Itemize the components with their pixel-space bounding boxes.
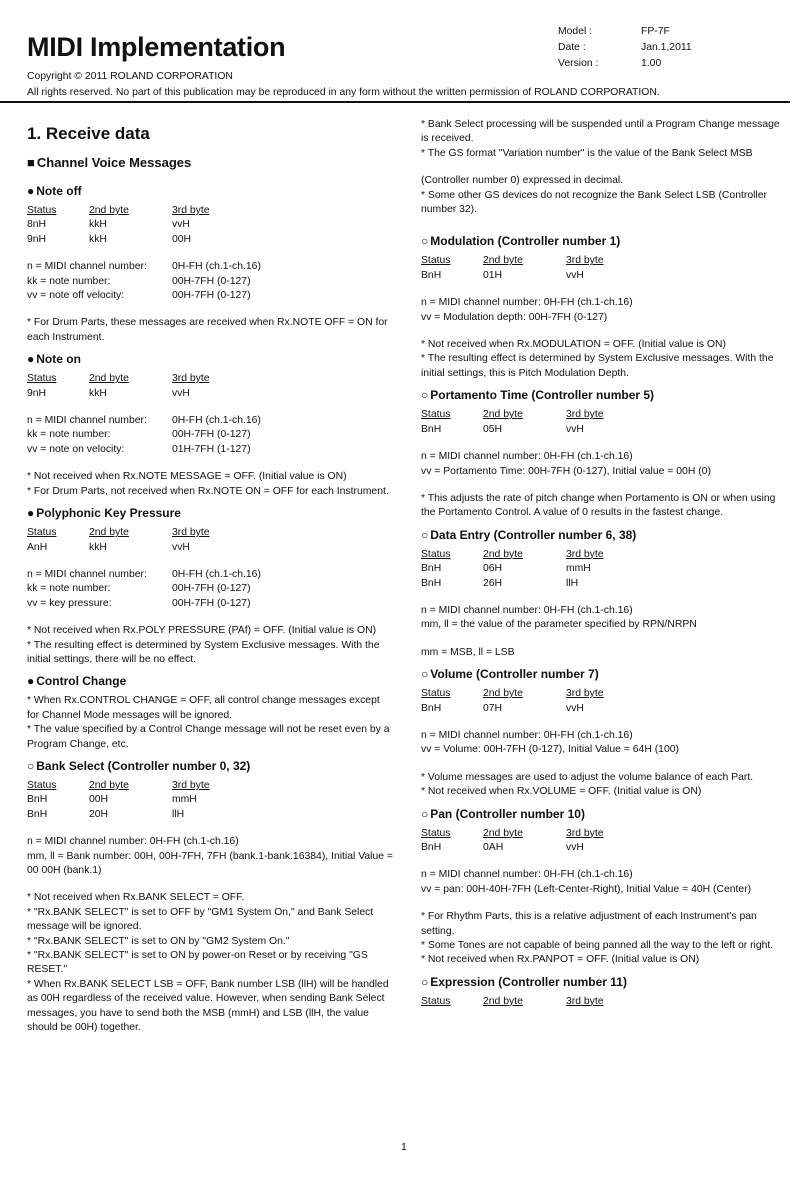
table-cell: 26H	[483, 577, 503, 589]
note-text: * When Rx.BANK SELECT LSB = OFF, Bank number LSB (llH) will be handled as 00H regardless of the received value. However, when sending Bank Select messages, you have to send both the MSB (mmH) and LSB (llH, the value should be 00H) together.	[27, 978, 389, 1034]
definition-value: 0H-FH (ch.1-ch.16)	[172, 415, 261, 427]
status-table	[421, 408, 783, 437]
status-table	[421, 827, 783, 856]
notes	[421, 492, 783, 521]
definition-line: vv = Volume: 00H-7FH (0-127), Initial Value = 64H (100)	[421, 744, 679, 756]
header-2nd-byte: 2nd byte	[483, 255, 523, 267]
control-change-section	[27, 673, 393, 752]
modulation-heading	[421, 233, 783, 250]
notes	[27, 891, 393, 1035]
expression-section	[421, 974, 783, 1009]
meta-value: 1.00	[641, 58, 662, 69]
notes	[421, 174, 783, 217]
table-cell: 06H	[483, 563, 503, 575]
note-off-heading	[27, 183, 393, 200]
header-2nd-byte: 2nd byte	[483, 688, 523, 700]
heading-label: Modulation (Controller number 1)	[430, 234, 621, 249]
notes	[421, 910, 783, 968]
table-header	[421, 687, 783, 701]
table-cell: 8nH	[27, 219, 47, 231]
notes	[421, 338, 783, 381]
header-status: Status	[421, 688, 451, 700]
note-text: * The GS format "Variation number" is the value of the Bank Select MSB	[421, 147, 753, 159]
note-text: * Not received when Rx.BANK SELECT = OFF.	[27, 892, 245, 904]
note-on-heading	[27, 351, 393, 368]
definition-line: n = MIDI channel number: 0H-FH (ch.1-ch.16)	[421, 729, 633, 741]
definition-row	[27, 597, 393, 611]
heading-label: Polyphonic Key Pressure	[36, 506, 181, 521]
table-cell: vvH	[566, 269, 584, 281]
meta-value: Jan.1,2011	[641, 42, 692, 53]
open-circle-icon: ○	[421, 667, 429, 682]
filled-circle-icon: ●	[27, 506, 35, 521]
table-cell: kkH	[89, 387, 107, 399]
portamento-heading	[421, 387, 783, 404]
volume-section	[421, 666, 783, 799]
definition-row	[27, 414, 393, 428]
page-title: MIDI Implementation	[27, 32, 286, 62]
data-entry-heading	[421, 527, 783, 544]
status-table	[421, 254, 783, 283]
definition-term: kk = note number:	[27, 275, 111, 287]
table-row	[421, 269, 783, 283]
table-row	[27, 233, 393, 247]
definitions	[27, 414, 393, 457]
table-cell: BnH	[27, 794, 48, 806]
status-table	[421, 548, 783, 591]
note-text: * The resulting effect is determined by System Exclusive messages. With the initial settings, there will be no effect.	[27, 639, 380, 665]
definition-term: kk = note number:	[27, 583, 111, 595]
notes	[421, 646, 783, 660]
table-header	[27, 779, 393, 793]
table-row	[27, 808, 393, 822]
definition-value: 00H-7FH (0-127)	[172, 597, 251, 609]
table-header	[421, 254, 783, 268]
definition-line: mm, ll = Bank number: 00H, 00H-7FH, 7FH (bank.1-bank.16384), Initial Value = 00 00H (bank.1)	[27, 850, 393, 876]
header-status: Status	[421, 255, 451, 267]
table-cell: BnH	[421, 577, 442, 589]
modulation-section	[421, 233, 783, 381]
subsection-title	[27, 154, 393, 172]
definition-term: n = MIDI channel number:	[27, 568, 147, 580]
header-2nd-byte: 2nd byte	[89, 527, 129, 539]
table-cell: vvH	[172, 387, 190, 399]
table-cell: 01H	[483, 269, 503, 281]
pan-section	[421, 806, 783, 968]
header-2nd-byte: 2nd byte	[483, 548, 523, 560]
note-text: * "Rx.BANK SELECT" is set to ON by power-on Reset or by receiving "GS RESET."	[27, 950, 368, 976]
note-text: * This adjusts the rate of pitch change when Portamento is ON or when using the Portamento Control. A value of 0 results in the fastest change.	[421, 492, 776, 519]
heading-label: Expression (Controller number 11)	[430, 974, 627, 989]
note-text: * Not received when Rx.VOLUME = OFF. (Initial value is ON)	[421, 786, 702, 798]
table-row	[27, 387, 393, 401]
table-cell: 9nH	[27, 387, 47, 399]
table-cell: vvH	[172, 219, 190, 231]
note-text: * Bank Select processing will be suspended until a Program Change message is received.	[421, 119, 780, 145]
header-status: Status	[27, 527, 57, 539]
header-3rd-byte: 3rd byte	[172, 527, 210, 539]
note-text: * "Rx.BANK SELECT" is set to OFF by "GM1 System On," and Bank Select message will be ignored.	[27, 906, 374, 933]
header-status: Status	[27, 205, 57, 216]
status-table	[27, 779, 393, 822]
bank-select-heading	[27, 758, 393, 775]
definition-line: n = MIDI channel number: 0H-FH (ch.1-ch.16)	[421, 451, 633, 463]
table-cell: 07H	[483, 702, 503, 714]
definition-term: vv = note on velocity:	[27, 443, 125, 455]
table-cell: 0AH	[483, 842, 504, 853]
meta-model	[558, 24, 692, 40]
table-cell: 9nH	[27, 233, 47, 245]
note-text: * When Rx.CONTROL CHANGE = OFF, all control change messages except for Channel Mode messages will be ignored.	[27, 695, 380, 721]
copyright-line: Copyright © 2011 ROLAND CORPORATION	[27, 71, 233, 82]
data-entry-section	[421, 527, 783, 660]
note-text: * Not received when Rx.PANPOT = OFF. (Initial value is ON)	[421, 954, 700, 966]
left-column	[27, 118, 393, 1041]
right-column	[421, 118, 783, 1015]
notes	[27, 470, 393, 499]
table-header	[27, 526, 393, 540]
volume-heading	[421, 666, 783, 683]
meta-label: Date :	[558, 42, 586, 53]
notes	[27, 624, 393, 667]
document-meta	[558, 24, 692, 72]
table-cell: 00H	[89, 794, 109, 806]
page-number: 1	[401, 1142, 407, 1153]
note-off-section	[27, 183, 393, 345]
header-2nd-byte: 2nd byte	[483, 827, 523, 839]
bank-select-section	[27, 758, 393, 1036]
note-text: * Not received when Rx.NOTE MESSAGE = OFF. (Initial value is ON)	[27, 471, 347, 483]
table-cell: mmH	[172, 794, 197, 806]
definition-term: vv = note off velocity:	[27, 290, 125, 302]
table-cell: vvH	[566, 702, 584, 714]
pan-heading	[421, 806, 783, 823]
meta-label: Version :	[558, 58, 599, 69]
meta-date	[558, 40, 692, 56]
table-cell: 05H	[483, 423, 503, 435]
definition-term: kk = note number:	[27, 429, 111, 441]
open-circle-icon: ○	[421, 527, 429, 542]
heading-label: Bank Select (Controller number 0, 32)	[36, 758, 251, 773]
definitions	[421, 604, 783, 633]
table-row	[421, 562, 783, 576]
definition-line: n = MIDI channel number: 0H-FH (ch.1-ch.16)	[421, 297, 633, 309]
note-text: (Controller number 0) expressed in decimal.	[421, 175, 624, 187]
notes	[27, 316, 393, 345]
definitions	[27, 568, 393, 611]
heading-label: Note on	[36, 352, 81, 367]
table-cell: kkH	[89, 219, 107, 231]
header-3rd-byte: 3rd byte	[566, 995, 604, 1007]
open-circle-icon: ○	[421, 234, 429, 249]
table-cell: BnH	[421, 842, 442, 853]
definition-line: vv = Modulation depth: 00H-7FH (0-127)	[421, 311, 608, 323]
table-row	[27, 218, 393, 232]
definition-row	[27, 568, 393, 582]
header-2nd-byte: 2nd byte	[89, 373, 129, 385]
table-header	[421, 827, 783, 841]
meta-label: Model :	[558, 26, 593, 37]
table-header	[27, 372, 393, 386]
header-status: Status	[421, 548, 451, 560]
control-change-heading	[27, 673, 393, 690]
heading-label: Note off	[36, 184, 82, 198]
status-table	[27, 204, 393, 247]
subsection-label: Channel Voice Messages	[36, 155, 192, 170]
bank-select-continued	[421, 118, 783, 217]
table-cell: BnH	[421, 269, 442, 281]
table-cell: llH	[172, 808, 185, 820]
header-3rd-byte: 3rd byte	[566, 827, 604, 839]
note-text: * Not received when Rx.POLY PRESSURE (PAf) = OFF. (Initial value is ON)	[27, 625, 377, 637]
definition-row	[27, 428, 393, 442]
definition-line: vv = pan: 00H-40H-7FH (Left-Center-Right), Initial Value = 40H (Center)	[421, 883, 752, 895]
header-status: Status	[421, 409, 451, 421]
square-bullet-icon: ■	[27, 155, 35, 170]
definition-line: vv = Portamento Time: 00H-7FH (0-127), Initial value = 00H (0)	[421, 465, 711, 477]
header-2nd-byte: 2nd byte	[89, 779, 129, 791]
header-status: Status	[421, 827, 451, 839]
definition-term: n = MIDI channel number:	[27, 261, 147, 273]
header-status: Status	[27, 373, 57, 385]
table-row	[421, 841, 783, 855]
table-cell: llH	[566, 577, 579, 589]
note-text: mm = MSB, ll = LSB	[421, 646, 515, 658]
table-header	[421, 548, 783, 562]
header-3rd-byte: 3rd byte	[172, 373, 210, 385]
table-header	[421, 995, 783, 1009]
poly-pressure-section	[27, 505, 393, 667]
definition-row	[27, 289, 393, 303]
definition-value: 00H-7FH (0-127)	[172, 275, 251, 287]
filled-circle-icon: ●	[27, 674, 35, 689]
table-row	[421, 577, 783, 591]
table-cell: BnH	[27, 808, 48, 820]
status-table	[27, 526, 393, 555]
heading-label: Control Change	[36, 674, 127, 689]
definition-value: 00H-7FH (0-127)	[172, 583, 251, 595]
heading-label: Volume (Controller number 7)	[430, 667, 599, 682]
table-cell: BnH	[421, 702, 442, 714]
poly-pressure-heading	[27, 505, 393, 522]
table-header	[27, 204, 393, 218]
meta-value: FP-7F	[641, 26, 670, 37]
note-text: * Some Tones are not capable of being panned all the way to the left or right.	[421, 940, 774, 952]
table-cell: vvH	[172, 541, 190, 553]
filled-circle-icon: ●	[27, 352, 35, 367]
portamento-section	[421, 387, 783, 520]
table-cell: BnH	[421, 563, 442, 575]
definition-term: n = MIDI channel number:	[27, 415, 147, 427]
note-text: * The value specified by a Control Change message will not be reset even by a Program Change, etc.	[27, 724, 390, 750]
section-title: 1. Receive data	[27, 124, 150, 143]
definition-line: mm, ll = the value of the parameter specified by RPN/NRPN	[421, 619, 697, 631]
header-status: Status	[27, 779, 57, 791]
header-3rd-byte: 3rd byte	[172, 205, 210, 216]
note-text: * For Drum Parts, not received when Rx.NOTE ON = OFF for each Instrument.	[27, 485, 389, 497]
status-table	[421, 995, 783, 1009]
note-text: * For Rhythm Parts, this is a relative adjustment of each Instrument's pan setting.	[421, 911, 757, 937]
definitions	[421, 729, 783, 758]
status-table	[421, 687, 783, 716]
definitions	[421, 296, 783, 325]
definition-row	[27, 582, 393, 596]
heading-label: Portamento Time (Controller number 5)	[430, 388, 655, 403]
definitions	[27, 260, 393, 303]
table-cell: 20H	[89, 808, 109, 820]
note-text: * Not received when Rx.MODULATION = OFF. (Initial value is ON)	[421, 339, 726, 351]
table-cell: AnH	[27, 541, 48, 553]
note-text: * Some other GS devices do not recognize the Bank Select LSB (Controller number 32).	[421, 189, 767, 216]
table-row	[421, 423, 783, 437]
note-text: * The resulting effect is determined by System Exclusive messages. With the initial settings, this is Pitch Modulation Depth.	[421, 353, 774, 379]
definition-term: vv = key pressure:	[27, 597, 112, 609]
header-3rd-byte: 3rd byte	[566, 255, 604, 267]
definition-value: 0H-FH (ch.1-ch.16)	[172, 261, 261, 273]
table-cell: mmH	[566, 563, 591, 575]
open-circle-icon: ○	[27, 758, 35, 773]
definitions	[421, 450, 783, 479]
table-row	[27, 541, 393, 555]
header-divider	[0, 101, 790, 103]
header-2nd-byte: 2nd byte	[89, 205, 129, 216]
table-cell: kkH	[89, 541, 107, 553]
filled-circle-icon: ●	[27, 184, 35, 198]
definition-value: 00H-7FH (0-127)	[172, 290, 251, 302]
note-text: * For Drum Parts, these messages are received when Rx.NOTE OFF = ON for each Instrument.	[27, 317, 388, 343]
definition-value: 01H-7FH (1-127)	[172, 443, 251, 455]
note-text: * Volume messages are used to adjust the volume balance of each Part.	[421, 771, 754, 783]
header-3rd-byte: 3rd byte	[566, 688, 604, 700]
note-text: * "Rx.BANK SELECT" is set to ON by "GM2 System On."	[27, 935, 290, 947]
table-row	[27, 793, 393, 807]
definition-line: n = MIDI channel number: 0H-FH (ch.1-ch.16)	[421, 869, 633, 881]
header-3rd-byte: 3rd byte	[172, 779, 210, 791]
definition-row	[27, 275, 393, 289]
note-on-section	[27, 351, 393, 499]
rights-line: All rights reserved. No part of this publication may be reproduced in any form without the written permission of ROLAND CORPORATION.	[27, 86, 660, 98]
table-row	[421, 702, 783, 716]
definition-line: n = MIDI channel number: 0H-FH (ch.1-ch.16)	[27, 836, 239, 848]
status-table	[27, 372, 393, 401]
heading-label: Pan (Controller number 10)	[430, 806, 585, 821]
definition-value: 00H-7FH (0-127)	[172, 429, 251, 441]
open-circle-icon: ○	[421, 806, 429, 821]
definition-value: 0H-FH (ch.1-ch.16)	[172, 568, 261, 580]
header-3rd-byte: 3rd byte	[566, 409, 604, 421]
table-cell: vvH	[566, 423, 584, 435]
table-header	[421, 408, 783, 422]
copyright-block	[27, 69, 660, 100]
header-3rd-byte: 3rd byte	[566, 548, 604, 560]
open-circle-icon: ○	[421, 388, 429, 403]
header-status: Status	[421, 995, 451, 1007]
table-cell: 00H	[172, 233, 192, 245]
table-cell: kkH	[89, 233, 107, 245]
table-cell: vvH	[566, 842, 584, 853]
heading-label: Data Entry (Controller number 6, 38)	[430, 527, 637, 542]
notes	[421, 771, 783, 800]
header-2nd-byte: 2nd byte	[483, 995, 523, 1007]
definitions	[421, 868, 783, 897]
table-cell: BnH	[421, 423, 442, 435]
open-circle-icon: ○	[421, 974, 429, 989]
definitions	[27, 835, 393, 878]
definition-line: n = MIDI channel number: 0H-FH (ch.1-ch.16)	[421, 604, 633, 616]
expression-heading	[421, 974, 783, 991]
header-2nd-byte: 2nd byte	[483, 409, 523, 421]
definition-row	[27, 260, 393, 274]
definition-row	[27, 443, 393, 457]
